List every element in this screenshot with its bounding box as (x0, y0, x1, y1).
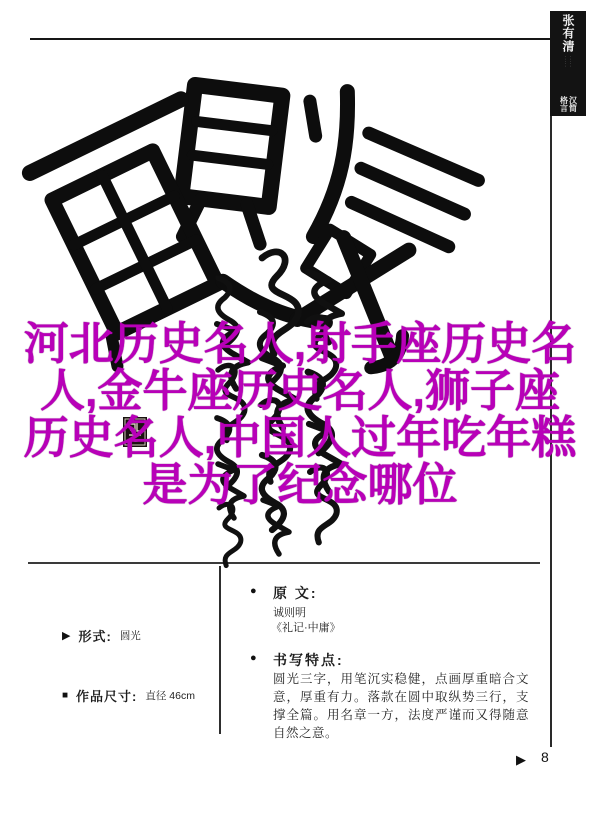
form-value: 圆光 (119, 630, 141, 642)
square-bullet-icon: ■ (62, 690, 69, 701)
overlay-headline (0, 320, 600, 508)
author-name: 张有清 (561, 14, 575, 53)
fine-print-col: ····· (568, 56, 574, 68)
series-tags (560, 96, 577, 112)
overlay-line: 历史名人,中国人过年吃年糕 (23, 412, 577, 463)
page-number: 8 (541, 749, 549, 765)
sidebar-tab (550, 11, 586, 116)
original-text-source: 《礼记·中庸》 (271, 622, 341, 634)
tag-hanjian: 汉简 (568, 96, 578, 112)
triangle-bullet-icon: ▶ (62, 630, 71, 642)
overlay-line: 河北历史名人,射手座历史名 (23, 318, 577, 369)
circle-bullet-icon: ● (250, 585, 257, 597)
original-text-label: 原 文: (273, 585, 318, 601)
size-value: 直径 46cm (145, 690, 195, 702)
tag-geyan: 格言 (559, 96, 569, 112)
form-label: 形式: (78, 629, 112, 644)
features-label: 书写特点: (273, 652, 344, 668)
fine-print-illegible (564, 56, 573, 96)
features-paragraph: 圆光三字，用笔沉实稳健，点画厚重暗合文意，厚重有力。落款在圆中取纵势三行，支撑全篇。用名章一方，法度严谨而又得随意自然之意。 (273, 672, 529, 740)
footer-arrow-icon: ▶ (516, 752, 526, 767)
overlay-line: 人,金牛座历史名人,狮子座 (39, 365, 560, 416)
overlay-line: 是为了纪念哪位 (142, 459, 458, 510)
fine-print-col: ····· (563, 56, 569, 68)
circle-bullet-icon: ● (250, 652, 257, 664)
size-label: 作品尺寸: (76, 689, 138, 704)
original-text-value: 诚则明 (273, 607, 306, 619)
